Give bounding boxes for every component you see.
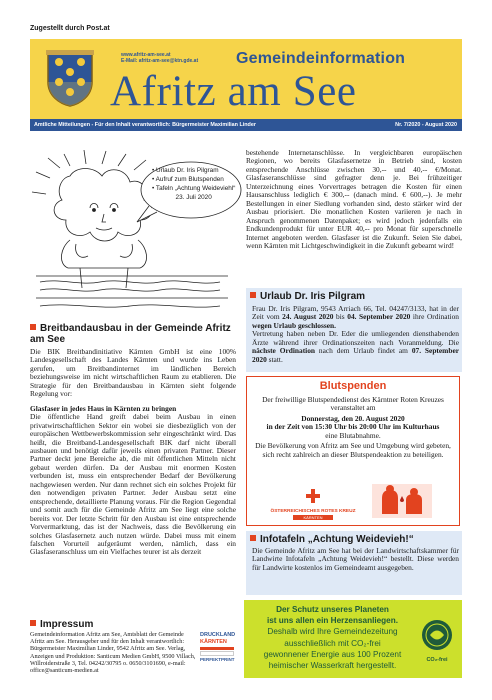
co2-free-icon [416, 618, 458, 664]
broadband-continued-text: bestehende Internetanschlüsse. In vergleichbaren europäischen Regionen, wo bereits Glasfasernetze in Betrieb sind, kosten entsprechende Anschlüsse zwischen 30,-- und 40,-- €/Monat. Glasfaseranschlüsse sind gefragter denn je. Bei frühzeitiger Unterzeichnung eines Vorvertrages betragen die Kosten für einen Hausanschluss lediglich € 300,-- (danach mind. € 600,--). Je mehr Bestellungen in einer Siedlung vorhanden sind, desto stärker wird der Ausbau priorisiert. Die monatlichen Kosten variieren je nach in Anspruch genommenen Datenpaket; es wird jedoch jedenfalls ein Endkundenprodukt für unter EUR 40,-- pro Monat für superschnelle Internet angeboten werden. Glasfaser ist die Zukunft. Seien Sie dabei, wenn Kärnten mit Lichtgeschwindigkeit in die Zukunft gebeamt wird! [246, 148, 462, 250]
blutspenden-when: Donnerstag, den 20. August 2020 [301, 413, 405, 423]
urlaub-title: Urlaub Dr. Iris Pilgram [260, 291, 366, 302]
blutspenden-appeal: Die Bevölkerung von Afritz am See und Umgebung wird gebeten, sich recht zahlreich an dieser Blutspendeaktion zu beteiligen. [255, 441, 451, 459]
eco-line: gewonnener Energie aus 100 Prozent [263, 649, 402, 659]
bubble-bullet: • Aufruf zum Blutspenden [152, 176, 224, 183]
red-cross-logo-sub: KÄRNTEN [293, 515, 333, 520]
blutspenden-intro: Der freiwillige Blutspendedienst des Kärntner Roten Kreuzes veranstaltet am [262, 395, 444, 413]
bubble-bullet: • Tafeln „Achtung Weideviehl“ [152, 185, 236, 192]
masthead-bar-left: Amtliche Mitteilungen - Für den Inhalt verantwortlich: Bürgermeister Maximilian Linder [34, 122, 256, 128]
masthead-bar [30, 119, 462, 131]
blutspenden-time: in der Zeit von 15:30 Uhr bis 20:00 Uhr im Kulturhaus [266, 422, 440, 432]
red-square-icon [30, 324, 36, 330]
coat-of-arms-icon [44, 48, 96, 108]
druckland-logo-line: DRUCKLAND [200, 632, 236, 638]
red-square-icon [250, 292, 256, 298]
masthead-subtitle: Gemeindeinformation [236, 50, 406, 67]
red-square-icon [250, 535, 256, 541]
eco-line: heimischer Wasserkraft hergestellt. [268, 661, 397, 671]
urlaub-heading [250, 291, 365, 302]
breitband-title: Breitbandausbau in der Gemeinde Afritz am See [30, 323, 231, 345]
breitband-heading [30, 323, 240, 345]
urlaub-text: Frau Dr. Iris Pilgram, 9543 Arriach 66, Tel. 04247/3133, hat in der Zeit vom 24. August 2020 bis 04. September 2020 ihre Ordination wegen Urlaub geschlossen. Vertretung haben neben Dr. Eder die umliegenden diensthabenden Ärzte während ihrer Ordinationszeiten nach Voranmeldung. Die nächste Ordination nach dem Urlaub findet am 07. September 2020 statt. [252, 304, 460, 364]
blutspenden-text [254, 396, 452, 461]
red-cross-logo-text: ÖSTERREICHISCHES ROTES KREUZ [270, 509, 356, 514]
blutspenden-event: eine Blutabnahme. [325, 430, 381, 440]
co2-free-label: CO₂-frei [426, 657, 448, 663]
eco-line: ausschließlich mit CO₂-frei [284, 638, 381, 648]
breitband-paragraph: Die öffentliche Hand greift dabei beim Ausbau in einen privatwirtschaftlichen Sektor ein wobei sie diesbezüglich von der europäischen Wettbewerbskommission sehr eingeschränkt wird. Das heißt, die Breitband-Landesgesellschaft BIK darf nicht überall ausbauen und benötigt dafür jeweils einen privaten Partner. Dieser Partner deckt jene Bereiche ab, die mit öffentlichen Mitteln nicht gebaut werden dürfen. Da der Ausbau mit enormen Kosten verbunden ist, muss ein entsprechender Bedarf der Bevölkerung nachgewiesen werden. Nur dann rechnet sich ein solches Projekt für den notwendigen privaten Partner. Jeder Ausbau setzt eine entsprechende, detaillierte Planung voraus. Für die Region Gegendtal und somit auch für die Gemeinde Afritz am See liegt eine solche bereits vor. Der letzte Schritt für den Ausbau ist eine entsprechende Vorvermarktung, das ist der Nachweis, dass die Bevölkerung ein solches Glasfasernetz auch nutzen würde. Dabei muss mit einem falschen Vorurteil aufgeräumt werden, nämlich, dass ein Glasfaseranschluss um ein Vielfaches teurer ist als derzeit [30, 412, 236, 557]
impressum-text: Gemeindeinformation Afritz am See, Amtsblatt der Gemeinde Afritz am See. Herausgeber und für den Inhalt verantwortlich: Bürgermeister Maximilian Linder, 9542 Afritz am See. Verlag, Anzeigen und Produktion: Santicum Medien GmbH, 9500 Villach, Willroiderstraße 3, Tel. 04242/30795 o. 0650/3101690, e-mail: office@santicum-medien.at [30, 631, 196, 675]
cartoon-bubble-text [152, 166, 235, 202]
masthead-contact [121, 52, 198, 64]
eco-line: ist uns allen ein Herzensanliegen. [266, 616, 399, 626]
masthead-title: Afritz am See [110, 68, 357, 115]
impressum-title: Impressum [40, 619, 94, 630]
eco-line: Deshalb wird Ihre Gemeindezeitung [267, 627, 398, 637]
breitband-text [30, 348, 236, 563]
red-cross-logo [258, 488, 368, 520]
eco-notice-text [250, 604, 415, 671]
website-link[interactable]: www.afritz-am-see.at [121, 52, 171, 58]
blutspenden-title: Blutspenden [319, 380, 387, 392]
bubble-bullet: • Urlaub Dr. Iris Pilgram [152, 167, 219, 174]
infotafel-title: Infotafeln „Achtung Weidevieh!“ [260, 534, 414, 545]
druckland-logo-line: PERFEKTPRINT [200, 657, 235, 662]
infotafel-text: Die Gemeinde Afritz am See hat bei der Landwirtschaftskammer für Landwirte Infotafeln „Achtung Weidevieh!“ bestellt. Diese werden für Landwirte kostenlos im Gemeindeamt ausgegeben. [252, 546, 459, 572]
blood-donation-icon [372, 484, 432, 518]
druckland-logo-line: KÄRNTEN [200, 639, 227, 645]
globe-icon [416, 618, 458, 652]
impressum-heading [30, 619, 93, 630]
bubble-date: 23. Juli 2020 [175, 194, 212, 201]
delivery-note: Zugestellt durch Post.at [30, 25, 110, 32]
red-cross-icon [258, 488, 368, 504]
email-link[interactable]: E-Mail: afritz-am-see@ktn.gde.at [121, 58, 199, 64]
druckland-logo [200, 632, 234, 672]
red-square-icon [30, 620, 36, 626]
breitband-paragraph: Die BIK Breitbandinitiative Kärnten GmbH ist eine 100% Landesgesellschaft des Landes Kärnten und wurde ins Leben gerufen, um Breitbandinternet im ländlichen Bereich beziehungsweise im nicht wirtschaftlichen Raum zu etablieren. Die Strategie für den Breitbandausbau in Kärnten sieht folgende Regelung vor: [30, 347, 236, 399]
infotafel-heading [250, 534, 414, 545]
eco-line: Der Schutz unseres Planeten [276, 605, 389, 614]
breitband-subheading: Glasfaser in jedes Haus in Kärnten zu bringen [30, 403, 177, 413]
issue-number: Nr. 7/2020 - August 2020 [395, 122, 457, 128]
